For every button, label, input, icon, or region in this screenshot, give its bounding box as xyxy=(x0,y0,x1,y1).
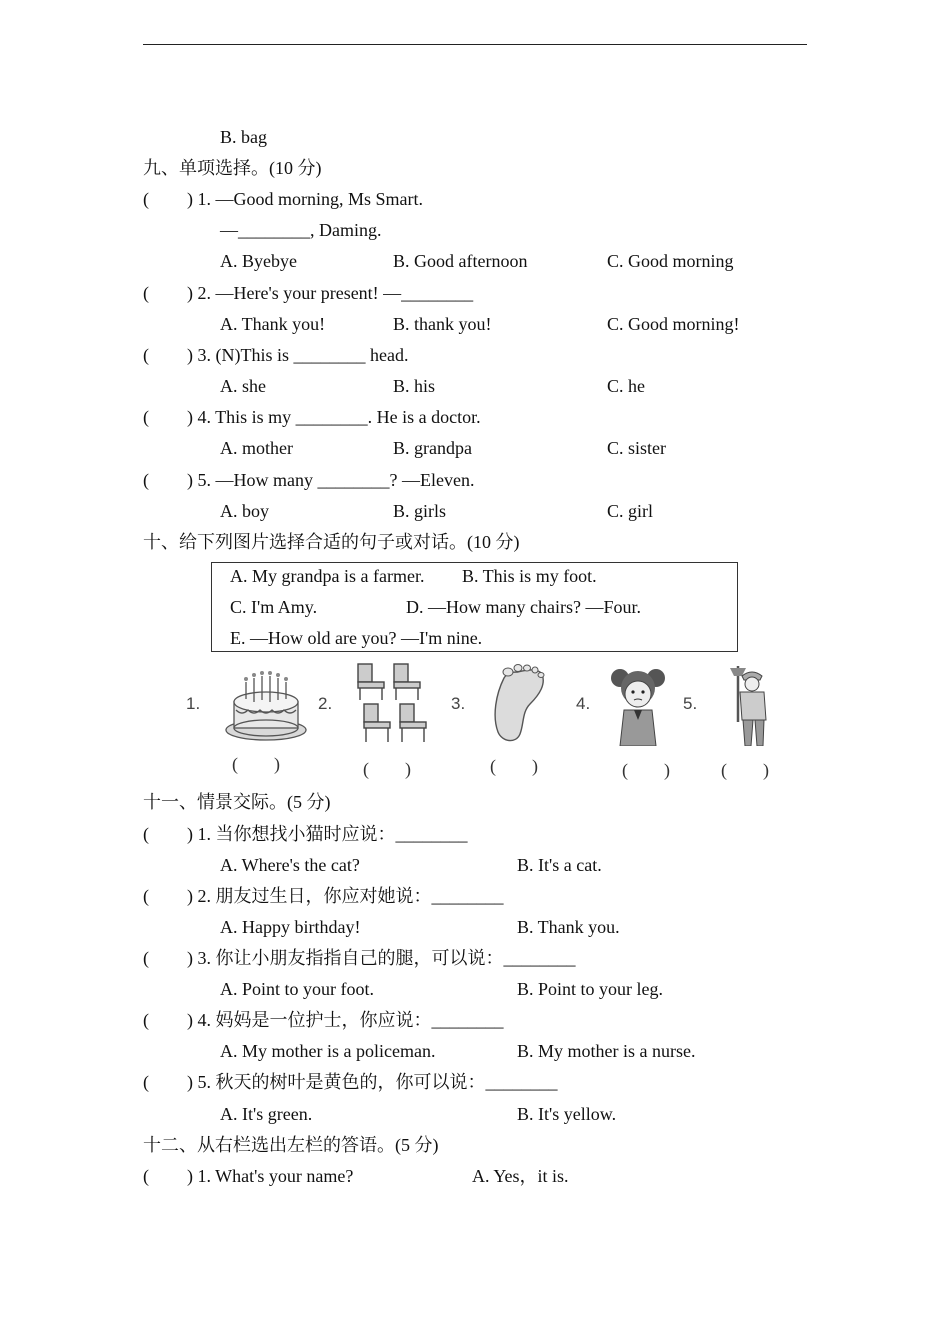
section-12-title: 十二、从右栏选出左栏的答语。(5 分) xyxy=(143,1135,439,1155)
s11-q2-option-b: B. Thank you. xyxy=(517,917,620,937)
section-9-title: 九、单项选择。(10 分) xyxy=(143,158,322,178)
header-rule xyxy=(143,44,807,45)
s10-option-c: C. I'm Amy. xyxy=(230,597,318,617)
s11-q2-stem: ) 2. 朋友过生日，你应对她说：________ xyxy=(187,886,504,906)
picture-number-1: 1. xyxy=(186,694,201,713)
foot-icon xyxy=(486,664,552,744)
previous-option-b: B. bag xyxy=(220,127,267,147)
s10-option-d: D. —How many chairs? —Four. xyxy=(406,597,641,617)
s9-q2-stem: ) 2. —Here's your present! —________ xyxy=(187,283,474,303)
s12-answer-a: A. Yes，it is. xyxy=(472,1166,569,1186)
s12-q1-stem: ) 1. What's your name? xyxy=(187,1166,354,1186)
s9-q2-option-a: A. Thank you! xyxy=(220,314,326,334)
s11-q2-bracket[interactable]: ( xyxy=(143,886,149,906)
s9-q1-stem-line2: —________, Daming. xyxy=(220,220,382,240)
picture-number-4: 4. xyxy=(576,694,591,713)
s11-q4-bracket[interactable]: ( xyxy=(143,1010,149,1030)
s9-q2-option-c: C. Good morning! xyxy=(607,314,740,334)
s11-q3-option-b: B. Point to your leg. xyxy=(517,979,664,999)
s11-q3-option-a: A. Point to your foot. xyxy=(220,979,375,999)
s9-q1-option-a: A. Byebye xyxy=(220,251,297,271)
s11-q5-option-a: A. It's green. xyxy=(220,1104,313,1124)
s9-q4-stem: ) 4. This is my ________. He is a doctor. xyxy=(187,407,481,427)
s9-q3-bracket[interactable]: ( xyxy=(143,345,149,365)
s11-q2-option-a: A. Happy birthday! xyxy=(220,917,361,937)
s9-q3-option-c: C. he xyxy=(607,376,645,396)
s9-q1-bracket[interactable]: ( xyxy=(143,189,149,209)
s11-q1-option-a: A. Where's the cat? xyxy=(220,855,360,875)
s9-q1-option-c: C. Good morning xyxy=(607,251,734,271)
s12-q1-bracket[interactable]: ( xyxy=(143,1166,149,1186)
farmer-icon xyxy=(712,662,788,746)
s11-q5-stem: ) 5. 秋天的树叶是黄色的，你可以说：________ xyxy=(187,1072,558,1092)
s9-q2-bracket[interactable]: ( xyxy=(143,283,149,303)
s11-q3-stem: ) 3. 你让小朋友指指自己的腿，可以说：________ xyxy=(187,948,576,968)
s11-q4-stem: ) 4. 妈妈是一位护士，你应说：________ xyxy=(187,1010,504,1030)
section-11-title: 十一、情景交际。(5 分) xyxy=(143,792,331,812)
s11-q1-option-b: B. It's a cat. xyxy=(517,855,602,875)
s9-q4-option-c: C. sister xyxy=(607,438,667,458)
picture-number-2: 2. xyxy=(318,694,333,713)
picture-answer-2[interactable]: ( ) xyxy=(363,759,411,779)
s11-q5-bracket[interactable]: ( xyxy=(143,1072,149,1092)
girl-icon xyxy=(608,662,668,746)
picture-answer-5[interactable]: ( ) xyxy=(721,760,769,780)
picture-number-5: 5. xyxy=(683,694,698,713)
s9-q5-option-b: B. girls xyxy=(393,501,447,521)
s11-q3-bracket[interactable]: ( xyxy=(143,948,149,968)
s11-q5-option-b: B. It's yellow. xyxy=(517,1104,617,1124)
s9-q1-option-b: B. Good afternoon xyxy=(393,251,528,271)
s9-q4-bracket[interactable]: ( xyxy=(143,407,149,427)
s9-q5-bracket[interactable]: ( xyxy=(143,470,149,490)
s10-option-b: B. This is my foot. xyxy=(462,566,597,586)
s10-option-a: A. My grandpa is a farmer. xyxy=(230,566,425,586)
s11-q1-bracket[interactable]: ( xyxy=(143,824,149,844)
picture-answer-3[interactable]: ( ) xyxy=(490,756,538,776)
s10-option-e: E. —How old are you? —I'm nine. xyxy=(230,628,483,648)
s9-q3-stem: ) 3. (N)This is ________ head. xyxy=(187,345,409,365)
s9-q3-option-b: B. his xyxy=(393,376,436,396)
s9-q5-option-c: C. girl xyxy=(607,501,654,521)
s11-q1-stem: ) 1. 当你想找小猫时应说：________ xyxy=(187,824,468,844)
s9-q5-stem: ) 5. —How many ________? —Eleven. xyxy=(187,470,475,490)
birthday-cake-icon xyxy=(222,664,310,744)
picture-answer-1[interactable]: ( ) xyxy=(232,754,280,774)
s9-q1-stem: ) 1. —Good morning, Ms Smart. xyxy=(187,189,423,209)
s9-q4-option-a: A. mother xyxy=(220,438,293,458)
section-10-title: 十、给下列图片选择合适的句子或对话。(10 分) xyxy=(143,532,520,552)
picture-number-3: 3. xyxy=(451,694,466,713)
s9-q5-option-a: A. boy xyxy=(220,501,269,521)
s11-q4-option-b: B. My mother is a nurse. xyxy=(517,1041,696,1061)
s9-q3-option-a: A. she xyxy=(220,376,266,396)
picture-answer-4[interactable]: ( ) xyxy=(622,760,670,780)
s9-q4-option-b: B. grandpa xyxy=(393,438,472,458)
s9-q2-option-b: B. thank you! xyxy=(393,314,492,334)
s11-q4-option-a: A. My mother is a policeman. xyxy=(220,1041,436,1061)
chairs-icon xyxy=(354,662,434,746)
